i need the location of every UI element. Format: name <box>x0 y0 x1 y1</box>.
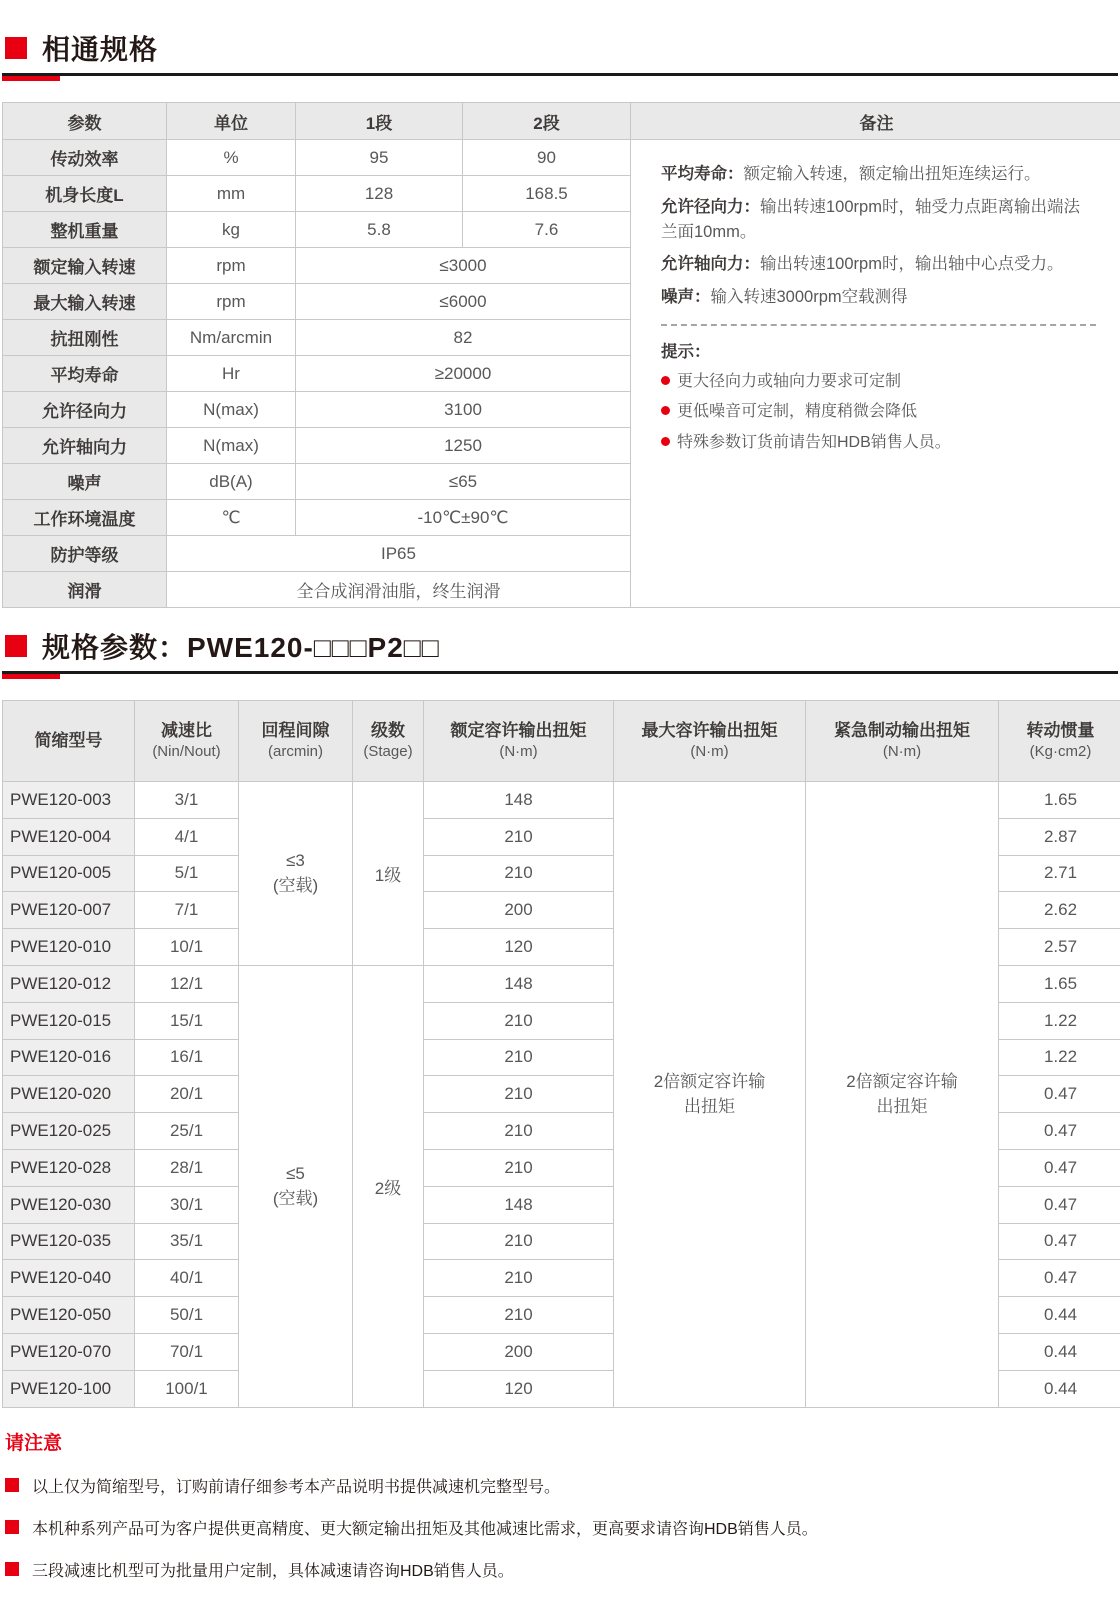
col-header-stage2: 2段 <box>463 103 631 140</box>
model-cell: PWE120-007 <box>3 892 135 929</box>
model-cell: PWE120-025 <box>3 1113 135 1150</box>
model-cell: PWE120-040 <box>3 1260 135 1297</box>
param-cell: 允许径向力 <box>3 392 167 428</box>
model-cell: PWE120-010 <box>3 929 135 966</box>
param-cell: 噪声 <box>3 464 167 500</box>
torque-cell: 210 <box>424 1149 614 1186</box>
value-cell: ≤6000 <box>296 284 631 320</box>
inertia-cell: 2.57 <box>999 929 1120 966</box>
model-cell: PWE120-016 <box>3 1039 135 1076</box>
inertia-cell: 1.65 <box>999 782 1120 819</box>
note-item: 以上仅为简缩型号，订购前请仔细参考本产品说明书提供减速机完整型号。 <box>5 1474 1118 1497</box>
unit-cell: N(max) <box>167 392 296 428</box>
value-cell: 168.5 <box>463 176 631 212</box>
red-square-bullet-icon <box>5 1562 19 1576</box>
torque-cell: 148 <box>424 965 614 1002</box>
torque-cell: 210 <box>424 818 614 855</box>
inertia-cell: 0.47 <box>999 1260 1120 1297</box>
inertia-cell: 1.22 <box>999 1039 1120 1076</box>
stage-group2-cell: 2级 <box>353 965 424 1407</box>
common-spec-table <box>2 102 1120 608</box>
inertia-cell: 2.62 <box>999 892 1120 929</box>
unit-cell: % <box>167 140 296 176</box>
bullet-dot-icon <box>661 406 670 415</box>
value-cell: 90 <box>463 140 631 176</box>
value-cell: IP65 <box>167 536 631 572</box>
ratio-cell: 15/1 <box>135 1002 239 1039</box>
inertia-cell: 0.47 <box>999 1186 1120 1223</box>
notes-section <box>2 1428 1118 1581</box>
inertia-cell: 0.44 <box>999 1333 1120 1370</box>
value-cell: 3100 <box>296 392 631 428</box>
tip-item: 特殊参数订货前请告知HDB销售人员。 <box>661 432 1096 454</box>
ratio-cell: 16/1 <box>135 1039 239 1076</box>
value-cell: 95 <box>296 140 463 176</box>
torque-cell: 120 <box>424 929 614 966</box>
col-header-param: 参数 <box>3 103 167 140</box>
col-header-rated-torque: 额定容许输出扭矩 (N·m) <box>424 701 614 782</box>
inertia-cell: 0.47 <box>999 1113 1120 1150</box>
inertia-cell: 2.71 <box>999 855 1120 892</box>
model-cell: PWE120-028 <box>3 1149 135 1186</box>
param-cell: 额定输入转速 <box>3 248 167 284</box>
ratio-cell: 20/1 <box>135 1076 239 1113</box>
ratio-cell: 35/1 <box>135 1223 239 1260</box>
param-cell: 工作环境温度 <box>3 500 167 536</box>
col-header-stage1: 1段 <box>296 103 463 140</box>
unit-cell: rpm <box>167 248 296 284</box>
param-cell: 润滑 <box>3 572 167 608</box>
model-cell: PWE120-030 <box>3 1186 135 1223</box>
remarks-cell <box>631 140 1120 608</box>
param-cell: 机身长度L <box>3 176 167 212</box>
param-cell: 整机重量 <box>3 212 167 248</box>
ratio-cell: 10/1 <box>135 929 239 966</box>
model-cell: PWE120-003 <box>3 782 135 819</box>
model-cell: PWE120-035 <box>3 1223 135 1260</box>
model-cell: PWE120-004 <box>3 818 135 855</box>
red-square-icon <box>5 37 27 59</box>
model-row <box>3 782 1120 819</box>
value-cell: 1250 <box>296 428 631 464</box>
table-row <box>3 140 1120 176</box>
red-square-icon <box>5 635 27 657</box>
ratio-cell: 50/1 <box>135 1297 239 1334</box>
tip-item: 更大径向力或轴向力要求可定制 <box>661 371 1096 393</box>
unit-cell: N(max) <box>167 428 296 464</box>
col-header-max-torque: 最大容许输出扭矩 (N·m) <box>614 701 806 782</box>
ratio-cell: 25/1 <box>135 1113 239 1150</box>
col-header-ratio: 减速比 (Nin/Nout) <box>135 701 239 782</box>
section-spec-params-header <box>2 626 1118 674</box>
section-title-common-specs: 相通规格 <box>42 28 158 68</box>
title-underline-red-segment <box>2 76 60 81</box>
unit-cell: ℃ <box>167 500 296 536</box>
bullet-dot-icon <box>661 437 670 446</box>
section-common-specs-header <box>2 28 1118 76</box>
title-underline-red-segment <box>2 674 60 679</box>
stage-group1-cell: 1级 <box>353 782 424 966</box>
torque-cell: 210 <box>424 1260 614 1297</box>
ratio-cell: 7/1 <box>135 892 239 929</box>
value-cell: 全合成润滑油脂，终生润滑 <box>167 572 631 608</box>
ratio-cell: 30/1 <box>135 1186 239 1223</box>
torque-cell: 210 <box>424 1002 614 1039</box>
torque-cell: 210 <box>424 1297 614 1334</box>
title-underline <box>2 73 1118 76</box>
table-header-row <box>3 701 1120 782</box>
col-header-remarks: 备注 <box>631 103 1120 140</box>
value-cell: 7.6 <box>463 212 631 248</box>
col-header-inertia: 转动惯量 (Kg·cm2) <box>999 701 1120 782</box>
ratio-cell: 40/1 <box>135 1260 239 1297</box>
param-cell: 传动效率 <box>3 140 167 176</box>
ratio-cell: 4/1 <box>135 818 239 855</box>
unit-cell: mm <box>167 176 296 212</box>
model-cell: PWE120-050 <box>3 1297 135 1334</box>
model-spec-table <box>2 700 1120 1408</box>
unit-cell: Nm/arcmin <box>167 320 296 356</box>
tip-item: 更低噪音可定制，精度稍微会降低 <box>661 401 1096 423</box>
value-cell: ≤3000 <box>296 248 631 284</box>
backlash-group2-cell: ≤5 (空载) <box>239 965 353 1407</box>
param-cell: 允许轴向力 <box>3 428 167 464</box>
torque-cell: 120 <box>424 1370 614 1407</box>
model-cell: PWE120-005 <box>3 855 135 892</box>
max-torque-note-cell: 2倍额定容许输出扭矩 <box>614 782 806 1408</box>
ratio-cell: 5/1 <box>135 855 239 892</box>
inertia-cell: 0.47 <box>999 1149 1120 1186</box>
note-item: 本机种系列产品可为客户提供更高精度、更大额定输出扭矩及其他减速比需求，更高要求请咨询HDB销售人员。 <box>5 1516 1118 1539</box>
torque-cell: 210 <box>424 1039 614 1076</box>
torque-cell: 200 <box>424 892 614 929</box>
col-header-unit: 单位 <box>167 103 296 140</box>
inertia-cell: 0.44 <box>999 1370 1120 1407</box>
torque-cell: 210 <box>424 1076 614 1113</box>
tips-title: 提示： <box>661 338 1096 362</box>
brake-torque-note-cell: 2倍额定容许输出扭矩 <box>806 782 999 1408</box>
dashed-divider <box>661 324 1096 326</box>
unit-cell: rpm <box>167 284 296 320</box>
col-header-model: 简缩型号 <box>3 701 135 782</box>
remark-paragraph: 允许轴向力：输出转速100rpm时，输出轴中心点受力。 <box>661 252 1096 277</box>
bullet-dot-icon <box>661 376 670 385</box>
col-header-brake-torque: 紧急制动输出扭矩 (N·m) <box>806 701 999 782</box>
value-cell: -10℃±90℃ <box>296 500 631 536</box>
ratio-cell: 70/1 <box>135 1333 239 1370</box>
ratio-cell: 3/1 <box>135 782 239 819</box>
torque-cell: 200 <box>424 1333 614 1370</box>
col-header-stage: 级数 (Stage) <box>353 701 424 782</box>
section-title-spec-params: 规格参数：PWE120-□□□P2□□ <box>42 626 440 666</box>
col-header-backlash: 回程间隙 (arcmin) <box>239 701 353 782</box>
note-item: 三段减速比机型可为批量用户定制，具体减速请咨询HDB销售人员。 <box>5 1558 1118 1581</box>
inertia-cell: 0.47 <box>999 1076 1120 1113</box>
param-cell: 平均寿命 <box>3 356 167 392</box>
value-cell: ≤65 <box>296 464 631 500</box>
ratio-cell: 28/1 <box>135 1149 239 1186</box>
notes-title: 请注意 <box>5 1428 1118 1455</box>
param-cell: 抗扭刚性 <box>3 320 167 356</box>
red-square-bullet-icon <box>5 1478 19 1492</box>
torque-cell: 210 <box>424 855 614 892</box>
inertia-cell: 1.22 <box>999 1002 1120 1039</box>
inertia-cell: 1.65 <box>999 965 1120 1002</box>
red-square-bullet-icon <box>5 1520 19 1534</box>
unit-cell: Hr <box>167 356 296 392</box>
table-header-row <box>3 103 1120 140</box>
torque-cell: 148 <box>424 782 614 819</box>
model-cell: PWE120-100 <box>3 1370 135 1407</box>
model-cell: PWE120-012 <box>3 965 135 1002</box>
value-cell: 82 <box>296 320 631 356</box>
inertia-cell: 2.87 <box>999 818 1120 855</box>
torque-cell: 148 <box>424 1186 614 1223</box>
unit-cell: kg <box>167 212 296 248</box>
title-underline <box>2 671 1118 674</box>
param-cell: 最大输入转速 <box>3 284 167 320</box>
remark-paragraph: 噪声：输入转速3000rpm空载测得 <box>661 285 1096 310</box>
model-cell: PWE120-015 <box>3 1002 135 1039</box>
model-cell: PWE120-070 <box>3 1333 135 1370</box>
inertia-cell: 0.44 <box>999 1297 1120 1334</box>
remark-paragraph: 平均寿命：额定输入转速，额定输出扭矩连续运行。 <box>661 162 1096 187</box>
torque-cell: 210 <box>424 1113 614 1150</box>
ratio-cell: 12/1 <box>135 965 239 1002</box>
value-cell: 128 <box>296 176 463 212</box>
torque-cell: 210 <box>424 1223 614 1260</box>
value-cell: 5.8 <box>296 212 463 248</box>
value-cell: ≥20000 <box>296 356 631 392</box>
unit-cell: dB(A) <box>167 464 296 500</box>
ratio-cell: 100/1 <box>135 1370 239 1407</box>
inertia-cell: 0.47 <box>999 1223 1120 1260</box>
param-cell: 防护等级 <box>3 536 167 572</box>
backlash-group1-cell: ≤3 (空载) <box>239 782 353 966</box>
model-cell: PWE120-020 <box>3 1076 135 1113</box>
remark-paragraph: 允许径向力：输出转速100rpm时，轴受力点距离输出端法兰面10mm。 <box>661 195 1096 245</box>
